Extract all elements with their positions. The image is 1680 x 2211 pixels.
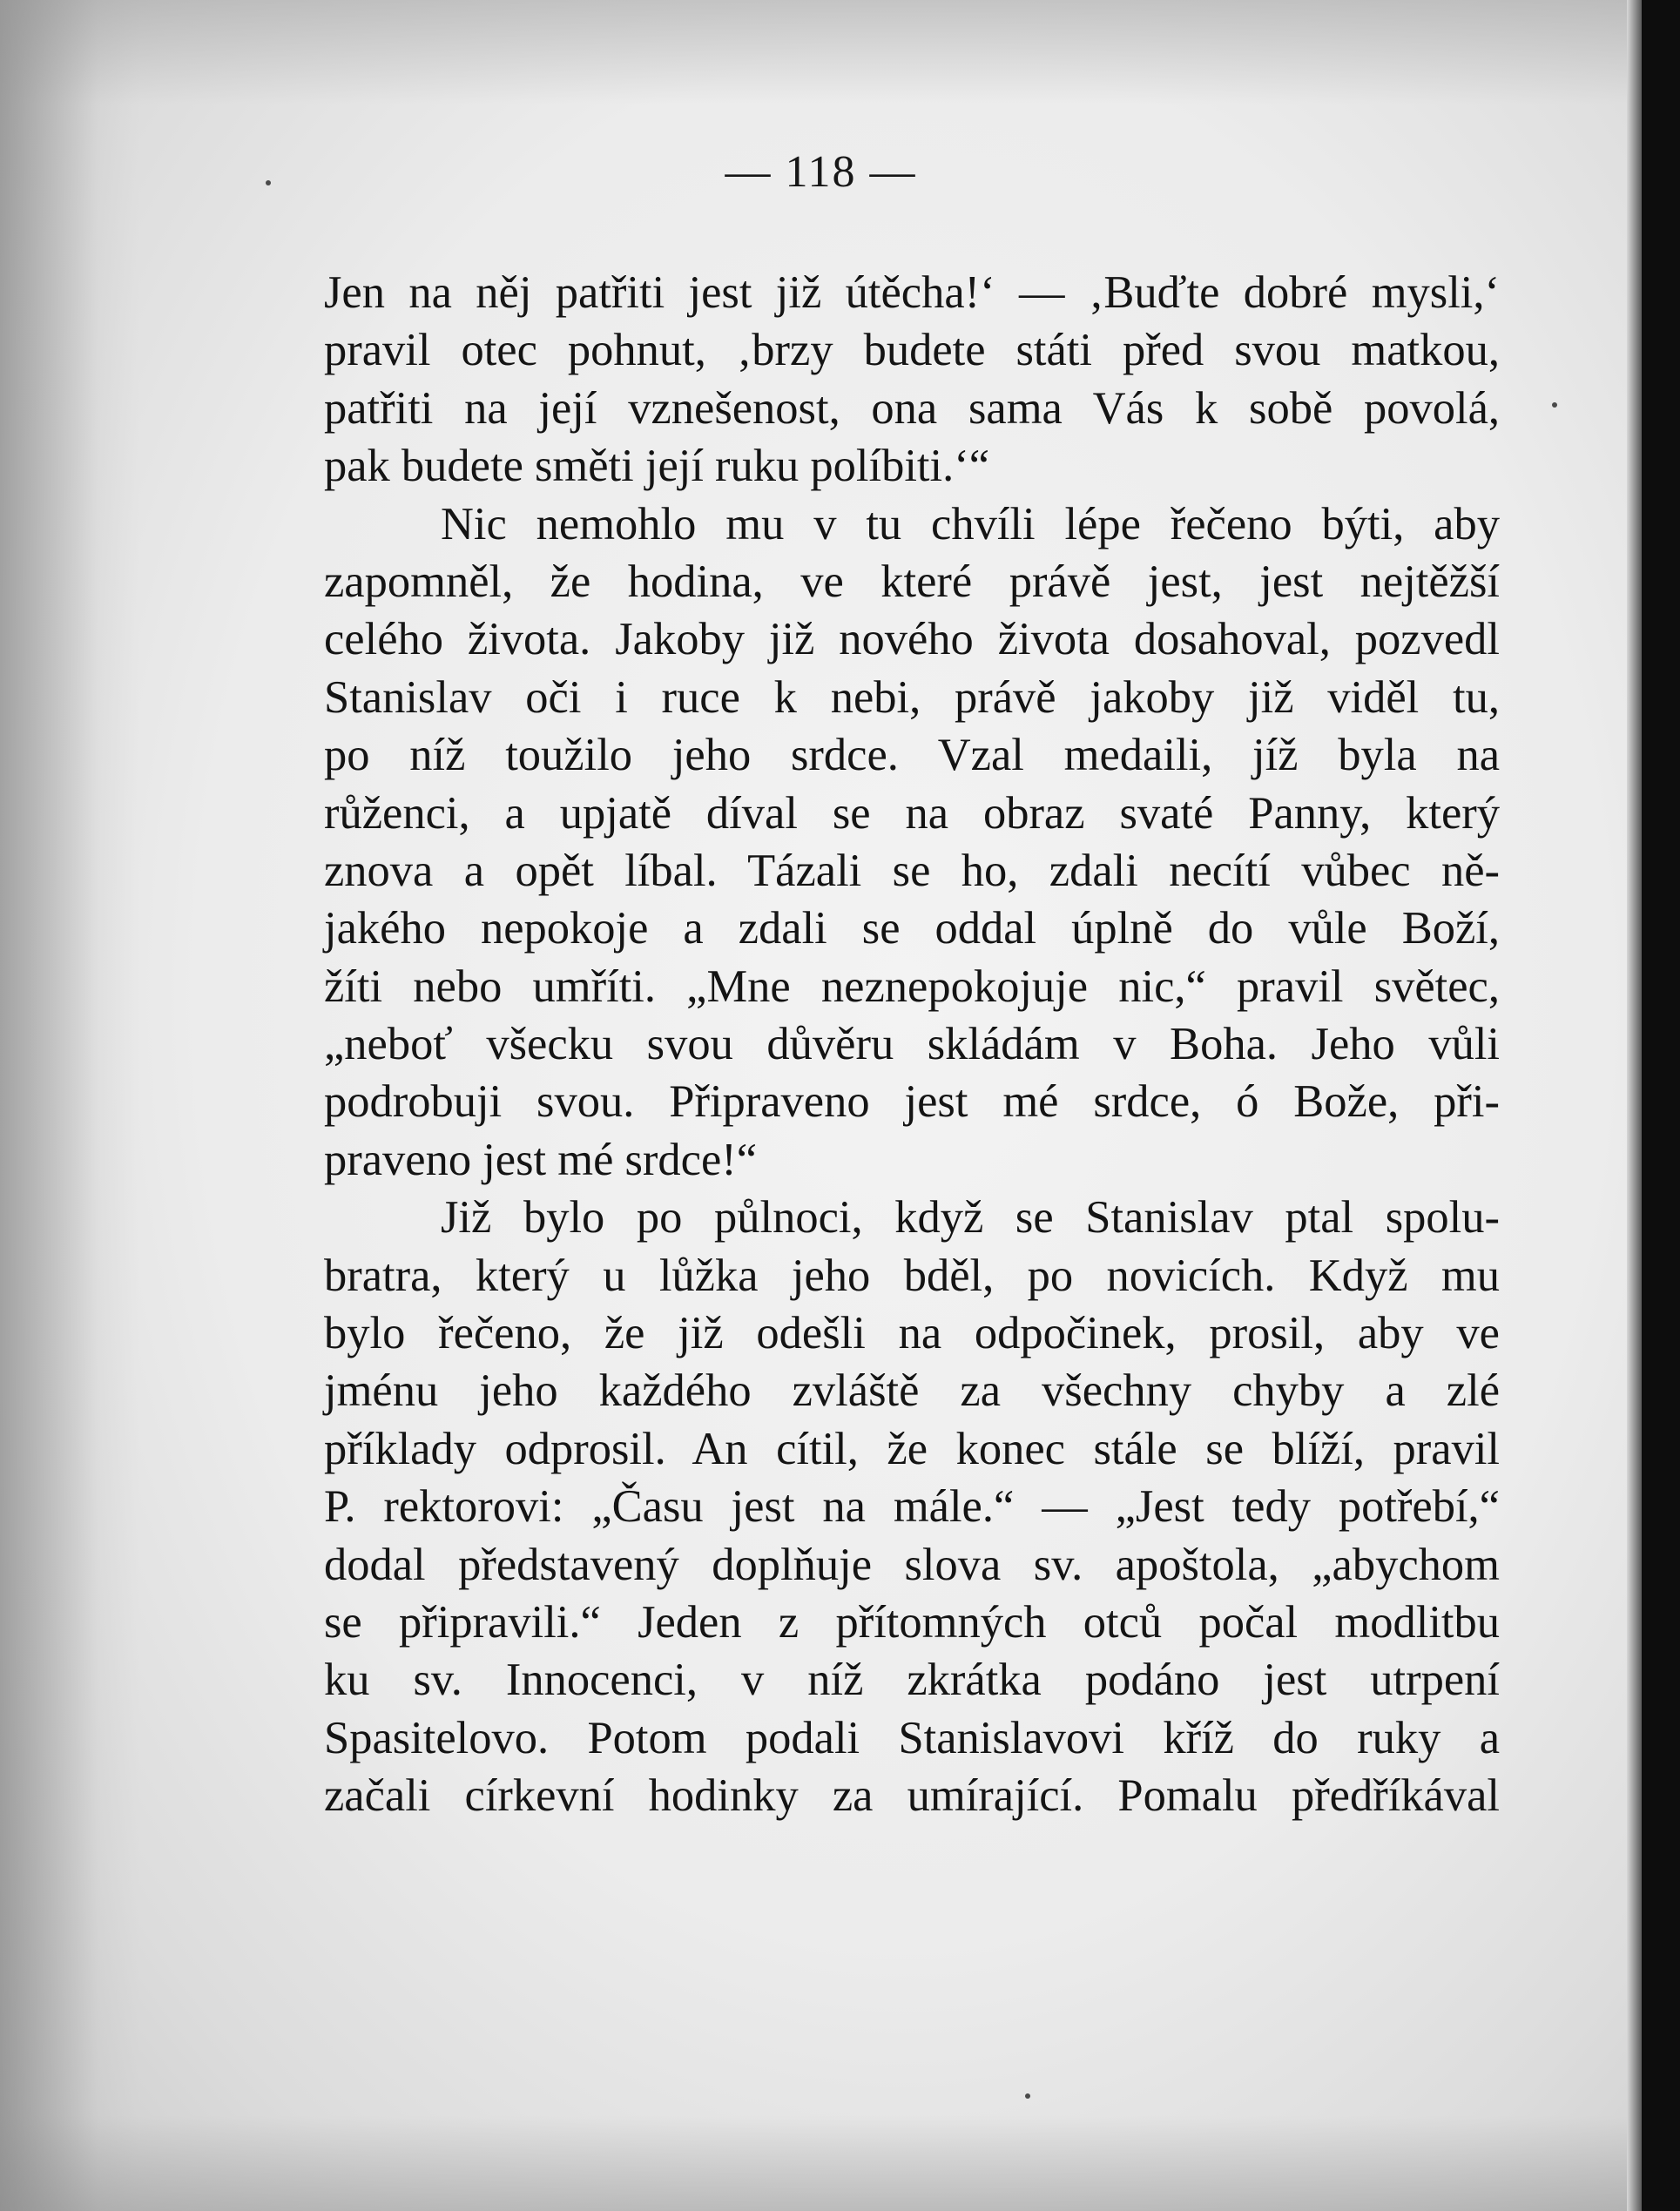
text-line: bylo řečeno, že již odešli na odpočinek, prosil, aby ve	[324, 1308, 1500, 1359]
text-line: bratra, který u lůžka jeho bděl, po novicích. Když mu	[324, 1250, 1500, 1301]
bottom-shadow	[0, 2115, 1642, 2211]
text-line: po níž toužilo jeho srdce. Vzal medaili, jíž byla na	[324, 730, 1500, 781]
text-line: Spasitelovo. Potom podali Stanislavovi kříž do ruky a	[324, 1712, 1500, 1763]
text-line: pak budete směti její ruku políbiti.‘“	[324, 441, 989, 492]
top-shadow	[0, 0, 1642, 104]
text-line: Již bylo po půlnoci, když se Stanislav ptal spolu-	[441, 1192, 1500, 1244]
text-line: začali církevní hodinky za umírající. Pomalu předříkával	[324, 1770, 1500, 1822]
text-line: zapomněl, že hodina, ve které právě jest, jest nejtěžší	[324, 556, 1500, 607]
text-line: znova a opět líbal. Tázali se ho, zdali necítí vůbec ně-	[324, 845, 1500, 896]
text-line: ku sv. Innocenci, v níž zkrátka podáno jest utrpení	[324, 1655, 1500, 1706]
left-shadow	[0, 0, 139, 2211]
text-line: růženci, a upjatě díval se na obraz svaté Panny, který	[324, 787, 1500, 839]
text-line: příklady odprosil. An cítil, že konec stále se blíží, pravil	[324, 1423, 1500, 1474]
text-line: Nic nemohlo mu v tu chvíli lépe řečeno býti, aby	[441, 498, 1500, 549]
page-number: — 118 —	[725, 147, 917, 197]
text-line: patřiti na její vznešenost, ona sama Vás k sobě povolá,	[324, 382, 1500, 434]
text-line: „neboť všecku svou důvěru skládám v Boha. Jeho vůli	[324, 1019, 1500, 1070]
ink-speck	[1025, 2093, 1030, 2099]
text-line: jakého nepokoje a zdali se oddal úplně do vůle Boží,	[324, 903, 1500, 954]
page-edge	[1627, 0, 1642, 2211]
text-line: Jen na něj patřiti jest již útěcha!‘ — ‚Buďte dobré mysli,‘	[324, 267, 1500, 318]
text-line: podrobuji svou. Připraveno jest mé srdce, ó Bože, při-	[324, 1076, 1500, 1128]
ink-speck	[1552, 402, 1557, 408]
text-line: dodal představený doplňuje slova sv. apoštola, „abychom	[324, 1539, 1500, 1590]
text-line: P. rektorovi: „Času jest na mále.“ — „Jest tedy potřebí,“	[324, 1481, 1500, 1533]
text-line: se připravili.“ Jeden z přítomných otců počal modlitbu	[324, 1596, 1500, 1648]
text-line: celého života. Jakoby již nového života dosahoval, pozvedl	[324, 614, 1500, 665]
text-line: pravil otec pohnut, ‚brzy budete státi před svou matkou,	[324, 325, 1500, 376]
text-line: jménu jeho každého zvláště za všechny chyby a zlé	[324, 1365, 1500, 1417]
body-text	[324, 264, 1500, 1825]
text-line: Stanislav oči i ruce k nebi, právě jakoby již viděl tu,	[324, 671, 1500, 723]
text-line: žíti nebo umříti. „Mne neznepokojuje nic,“ pravil světec,	[324, 961, 1500, 1012]
text-line: praveno jest mé srdce!“	[324, 1134, 758, 1185]
